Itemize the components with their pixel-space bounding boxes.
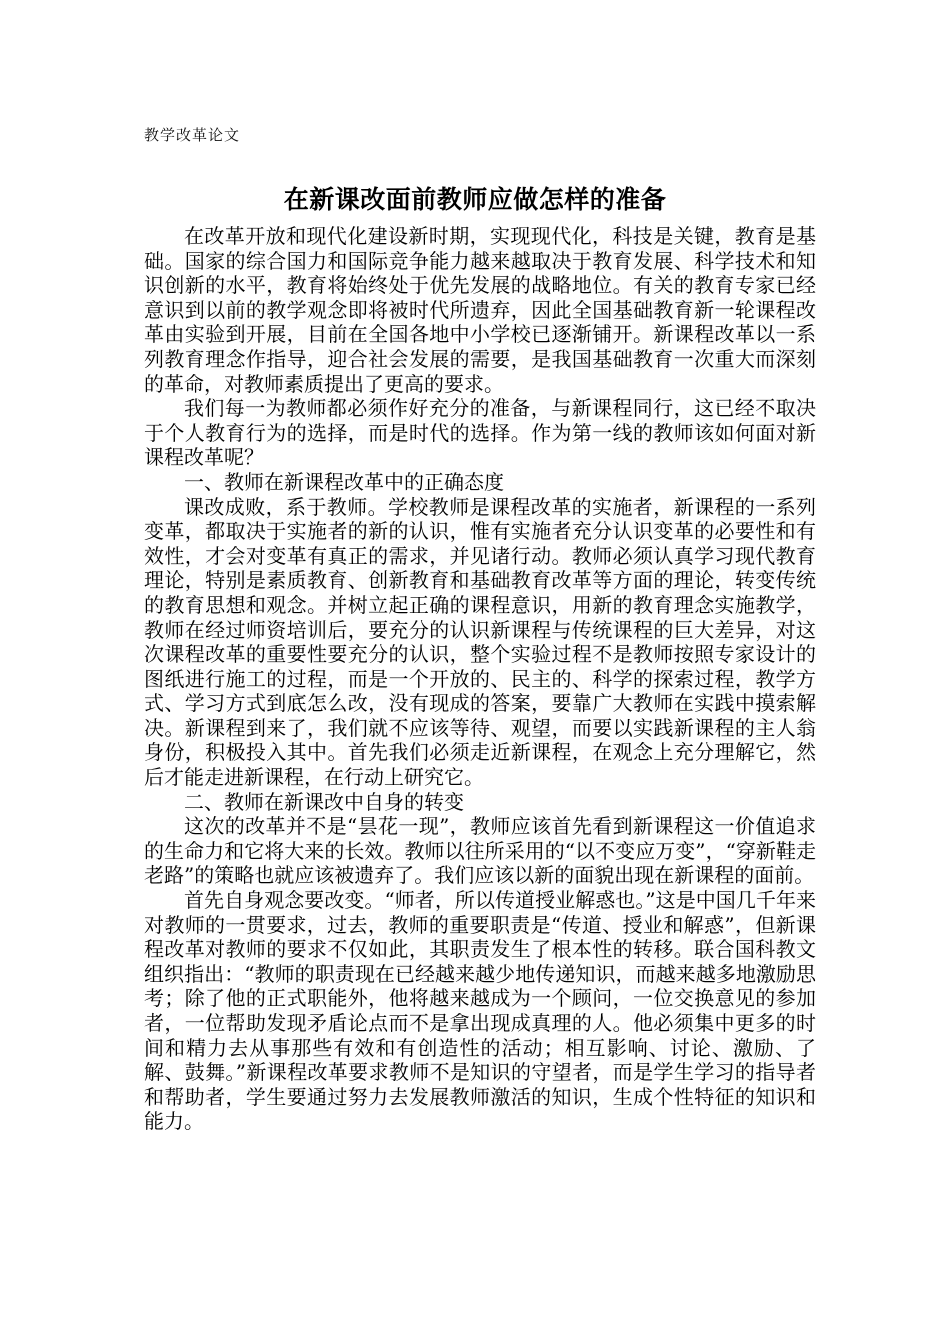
paragraph-intro: 在改革开放和现代化建设新时期，实现现代化，科技是关键，教育是基础。国家的综合国力和国际竞争能力越来越取决于教育发展、科学技术和知识创新的水平，教育将始终处于优先发展的战略地位。有关的教育专家已经意识到以前的教学观念即将被时代所遗弃，因此全国基础教育新一轮课程改革由实验到开展，目前在全国各地中小学校已逐渐铺开。新课程改革以一系列教育理念作指导，迎合社会发展的需要，是我国基础教育一次重大而深刻的革命，对教师素质提出了更高的要求。: [144, 224, 816, 396]
paragraph-transformation: 这次的改革并不是“昙花一现”，教师应该首先看到新课程这一价值追求的生命力和它将大来的长效。教师以往所采用的“以不变应万变”，“穿新鞋走老路”的策略也就应该被遗弃了。我们应该以新的面貌出现在新课程的面前。: [144, 814, 816, 888]
paragraph-preparation: 我们每一为教师都必须作好充分的准备，与新课程同行，这已经不取决于个人教育行为的选择，而是时代的选择。作为第一线的教师该如何面对新课程改革呢？: [144, 396, 816, 470]
section-heading-1: 一、教师在新课程改革中的正确态度: [184, 469, 504, 494]
paragraph-attitude: 课改成败，系于教师。学校教师是课程改革的实施者，新课程的一系列变革，都取决于实施者的新的认识，惟有实施者充分认识变革的必要性和有效性，才会对变革有真正的需求，并见诸行动。教师必须认真学习现代教育理论，特别是素质教育、创新教育和基础教育改革等方面的理论，转变传统的教育思想和观念。并树立起正确的课程意识，用新的教育理念实施教学，教师在经过师资培训后，要充分的认识新课程与传统课程的巨大差异，对这次课程改革的重要性要充分的认识，整个实验过程不是教师按照专家设计的图纸进行施工的过程，而是一个开放的、民主的、科学的探索过程，教学方式、学习方式到底怎么改，没有现成的答案，要靠广大教师在实践中摸索解决。新课程到来了，我们就不应该等待、观望，而要以实践新课程的主人翁身份，积极投入其中。首先我们必须走近新课程，在观念上充分理解它，然后才能走进新课程，在行动上研究它。: [144, 494, 816, 790]
article-body: [144, 224, 816, 1134]
document-header: 教学改革论文: [144, 126, 241, 144]
article-title: 在新课改面前教师应做怎样的准备: [283, 185, 667, 214]
paragraph-concept-change: 首先自身观念要改变。“师者，所以传道授业解惑也。”这是中国几千年来对教师的一贯要求，过去，教师的重要职责是“传道、授业和解惑”，但新课程改革对教师的要求不仅如此，其职责发生了根本性的转移。联合国科教文组织指出：“教师的职责现在已经越来越少地传递知识，而越来越多地激励思考；除了他的正式职能外，他将越来越成为一个顾问，一位交换意见的参加者，一位帮助发现矛盾论点而不是拿出现成真理的人。他必须集中更多的时间和精力去从事那些有效和有创造性的活动；相互影响、讨论、激励、了解、鼓舞。”新课程改革要求教师不是知识的守望者，而是学生学习的指导者和帮助者，学生要通过努力去发展教师激活的知识，生成个性特征的知识和能力。: [144, 888, 816, 1134]
section-heading-2: 二、教师在新课改中自身的转变: [184, 789, 464, 814]
